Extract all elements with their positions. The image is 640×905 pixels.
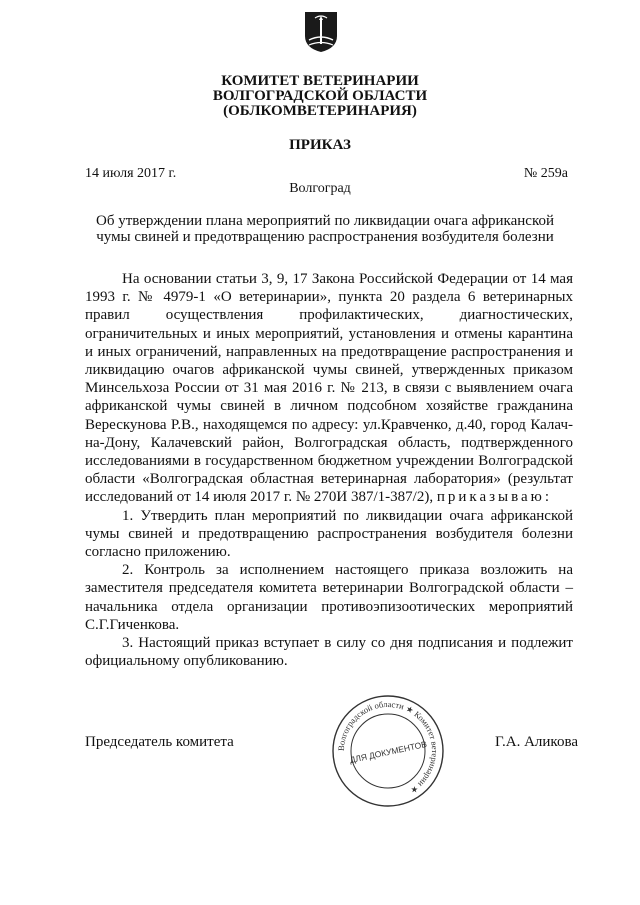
document-subject	[60, 213, 590, 245]
order-item-3: 3. Настоящий приказ вступает в силу со дня подписания и подлежит официальному опубликованию.	[85, 635, 573, 670]
document-number: № 259а	[523, 166, 568, 181]
signer-title: Председатель комитета	[85, 734, 234, 750]
stamp-center-text: ДЛЯ ДОКУМЕНТОВ	[348, 738, 428, 766]
order-item-1: 1. Утвердить план мероприятий по ликвидации очага африканской чумы свиней и предотвращению распространения возбудителя болезни согласно приложению.	[85, 507, 573, 561]
volgograd-coat-of-arms-icon	[302, 10, 340, 54]
signer-name: Г.А. Аликова	[495, 734, 578, 750]
document-date: 14 июля 2017 г.	[85, 166, 177, 181]
preamble-text: На основании статьи 3, 9, 17 Закона Российской Федерации от 14 мая 1993 г. № 4979-1 «О ветеринарии», пункта 20 раздела 6 ветеринарных правил осуществления профилактических, диагностических, ограничительных и иных мероприятий, установления и отмены карантина и иных ограничений, направленных на предотвращение распространения и ликвидацию очагов африканской чумы свиней, утвержденных приказом Минсельхоза России от 31 мая 2016 г. № 213, в связи с выявлением очага африканской чумы свиней в личном подсобном хозяйстве гражданина Верескунова Р.В., находящемся по адресу: ул.Кравченко, д.40, город Калач-на-Дону, Калачевский район, Волгоградская область, подтвержденного исследованиями в государственном бюджетном учреждении Волгоградской области «Волгоградская областная ветеринарная лаборатория» (результат исследований от 14 июля 2017 г. № 270И 387/1-387/2),	[85, 271, 573, 506]
order-word: приказываю:	[436, 489, 553, 506]
header-line-2: ВОЛГОГРАДСКОЙ ОБЛАСТИ	[212, 88, 428, 104]
header-line-1: КОМИТЕТ ВЕТЕРИНАРИИ	[221, 73, 419, 89]
subject-line-2: чумы свиней и предотвращению распространения возбудителя болезни	[96, 229, 554, 245]
official-stamp	[330, 693, 446, 809]
header-line-3: (ОБЛКОМВЕТЕРИНАРИЯ)	[223, 103, 417, 119]
subject-line-1: Об утверждении плана мероприятий по ликвидации очага африканской	[95, 213, 555, 229]
order-item-2: 2. Контроль за исполнением настоящего приказа возложить на заместителя председателя комитета ветеринарии Волгоградской области – начальника отдела организации противоэпизоотических мероприятий С.Г.Гиченкова.	[85, 562, 573, 633]
preamble-paragraph	[85, 270, 573, 507]
stamp-ring-text: Волгоградской области ★ Комитет ветеринарии ★	[335, 698, 441, 797]
document-type: ПРИКАЗ	[289, 137, 351, 153]
document-city: Волгоград	[289, 181, 351, 196]
organization-header	[0, 74, 640, 119]
document-body	[85, 270, 573, 670]
